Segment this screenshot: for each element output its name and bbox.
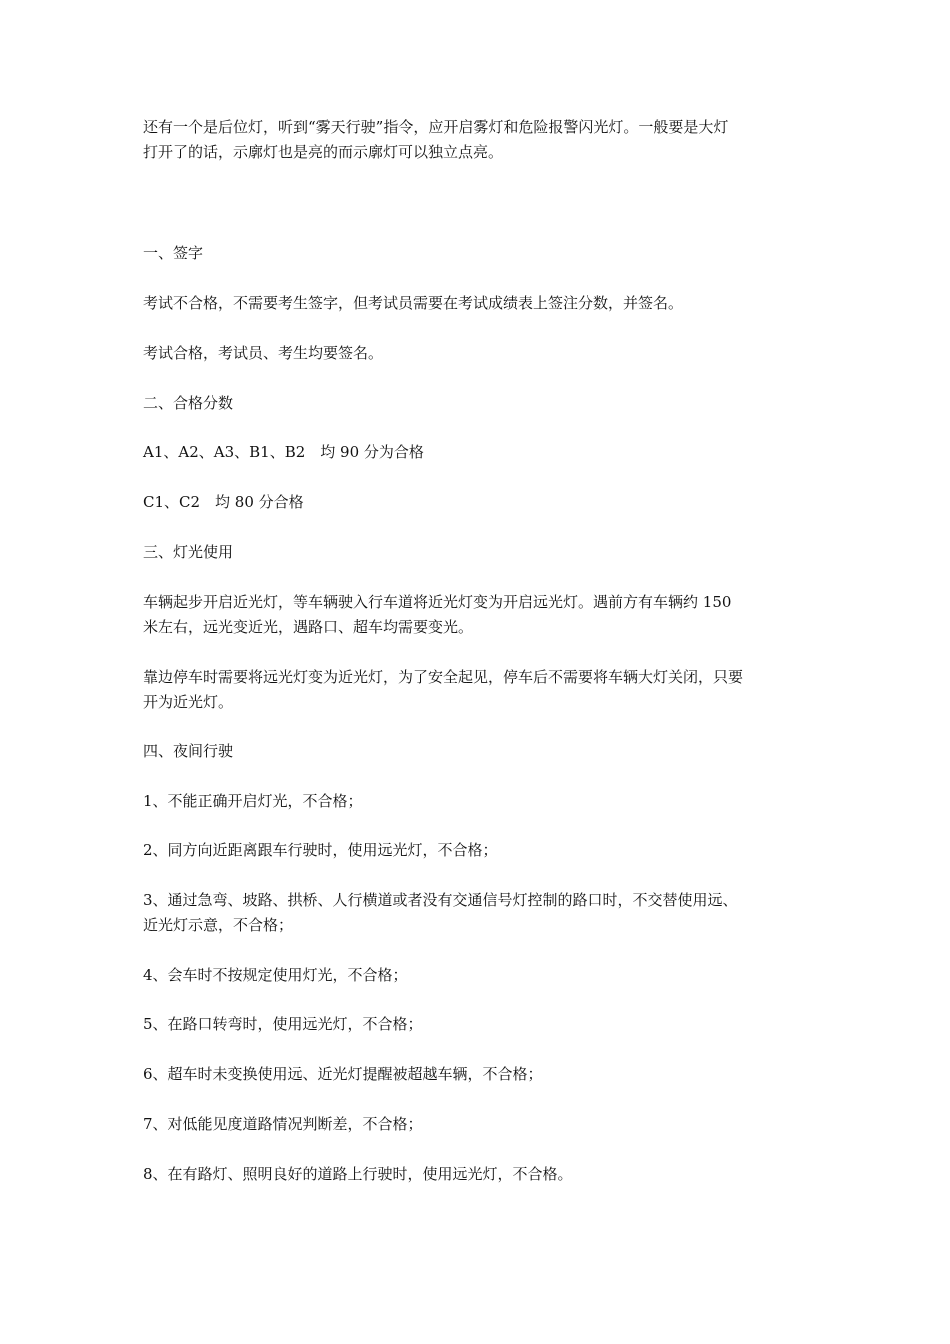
light-usage-p2-line-1: 靠边停车时需要将远光灯变为近光灯，为了安全起见，停车后不需要将车辆大灯关闭，只要 [143, 668, 744, 686]
light-usage-p1-line-1: 车辆起步开启近光灯，等车辆驶入行车道将近光灯变为开启远光灯。遇前方有车辆约 150 [143, 593, 732, 611]
section-heading-night-driving: 四、夜间行驶 [143, 742, 234, 760]
night-driving-item-8: 8、在有路灯、照明良好的道路上行驶时，使用远光灯，不合格。 [143, 1165, 573, 1183]
light-usage-p2-line-2: 开为近光灯。 [143, 693, 234, 711]
section-heading-signature: 一、签字 [143, 244, 204, 262]
night-driving-item-5: 5、在路口转弯时，使用远光灯，不合格； [143, 1015, 423, 1033]
intro-line-2: 打开了的话，示廓灯也是亮的而示廓灯可以独立点亮。 [143, 143, 504, 161]
intro-paragraph [143, 115, 813, 165]
passing-score-line-a-b: A1、A2、A3、B1、B2 均 90 分为合格 [143, 443, 424, 461]
light-usage-paragraph-1 [143, 590, 813, 640]
night-driving-item-1: 1、不能正确开启灯光，不合格； [143, 792, 363, 810]
light-usage-paragraph-2 [143, 665, 813, 715]
section-heading-light-usage: 三、灯光使用 [143, 543, 234, 561]
section-heading-passing-score: 二、合格分数 [143, 394, 234, 412]
night-driving-item-7: 7、对低能见度道路情况判断差，不合格； [143, 1115, 423, 1133]
light-usage-p1-line-2: 米左右，远光变近光，遇路口、超车均需要变光。 [143, 618, 474, 636]
intro-line-1: 还有一个是后位灯，听到“雾天行驶”指令，应开启雾灯和危险报警闪光灯。一般要是大灯 [143, 118, 729, 136]
night-driving-item-6: 6、超车时未变换使用远、近光灯提醒被超越车辆，不合格； [143, 1065, 543, 1083]
night-driving-item-3-line-1: 3、通过急弯、坡路、拱桥、人行横道或者没有交通信号灯控制的路口时，不交替使用远、 [143, 891, 738, 909]
night-driving-item-2: 2、同方向近距离跟车行驶时，使用远光灯，不合格； [143, 841, 498, 859]
passing-score-line-c: C1、C2 均 80 分合格 [143, 493, 304, 511]
night-driving-item-3 [143, 888, 813, 938]
night-driving-item-3-line-2: 近光灯示意，不合格； [143, 916, 294, 934]
night-driving-item-4: 4、会车时不按规定使用灯光，不合格； [143, 966, 408, 984]
signature-paragraph-pass: 考试合格，考试员、考生均要签名。 [143, 344, 384, 362]
signature-paragraph-fail: 考试不合格，不需要考生签字，但考试员需要在考试成绩表上签注分数，并签名。 [143, 294, 684, 312]
